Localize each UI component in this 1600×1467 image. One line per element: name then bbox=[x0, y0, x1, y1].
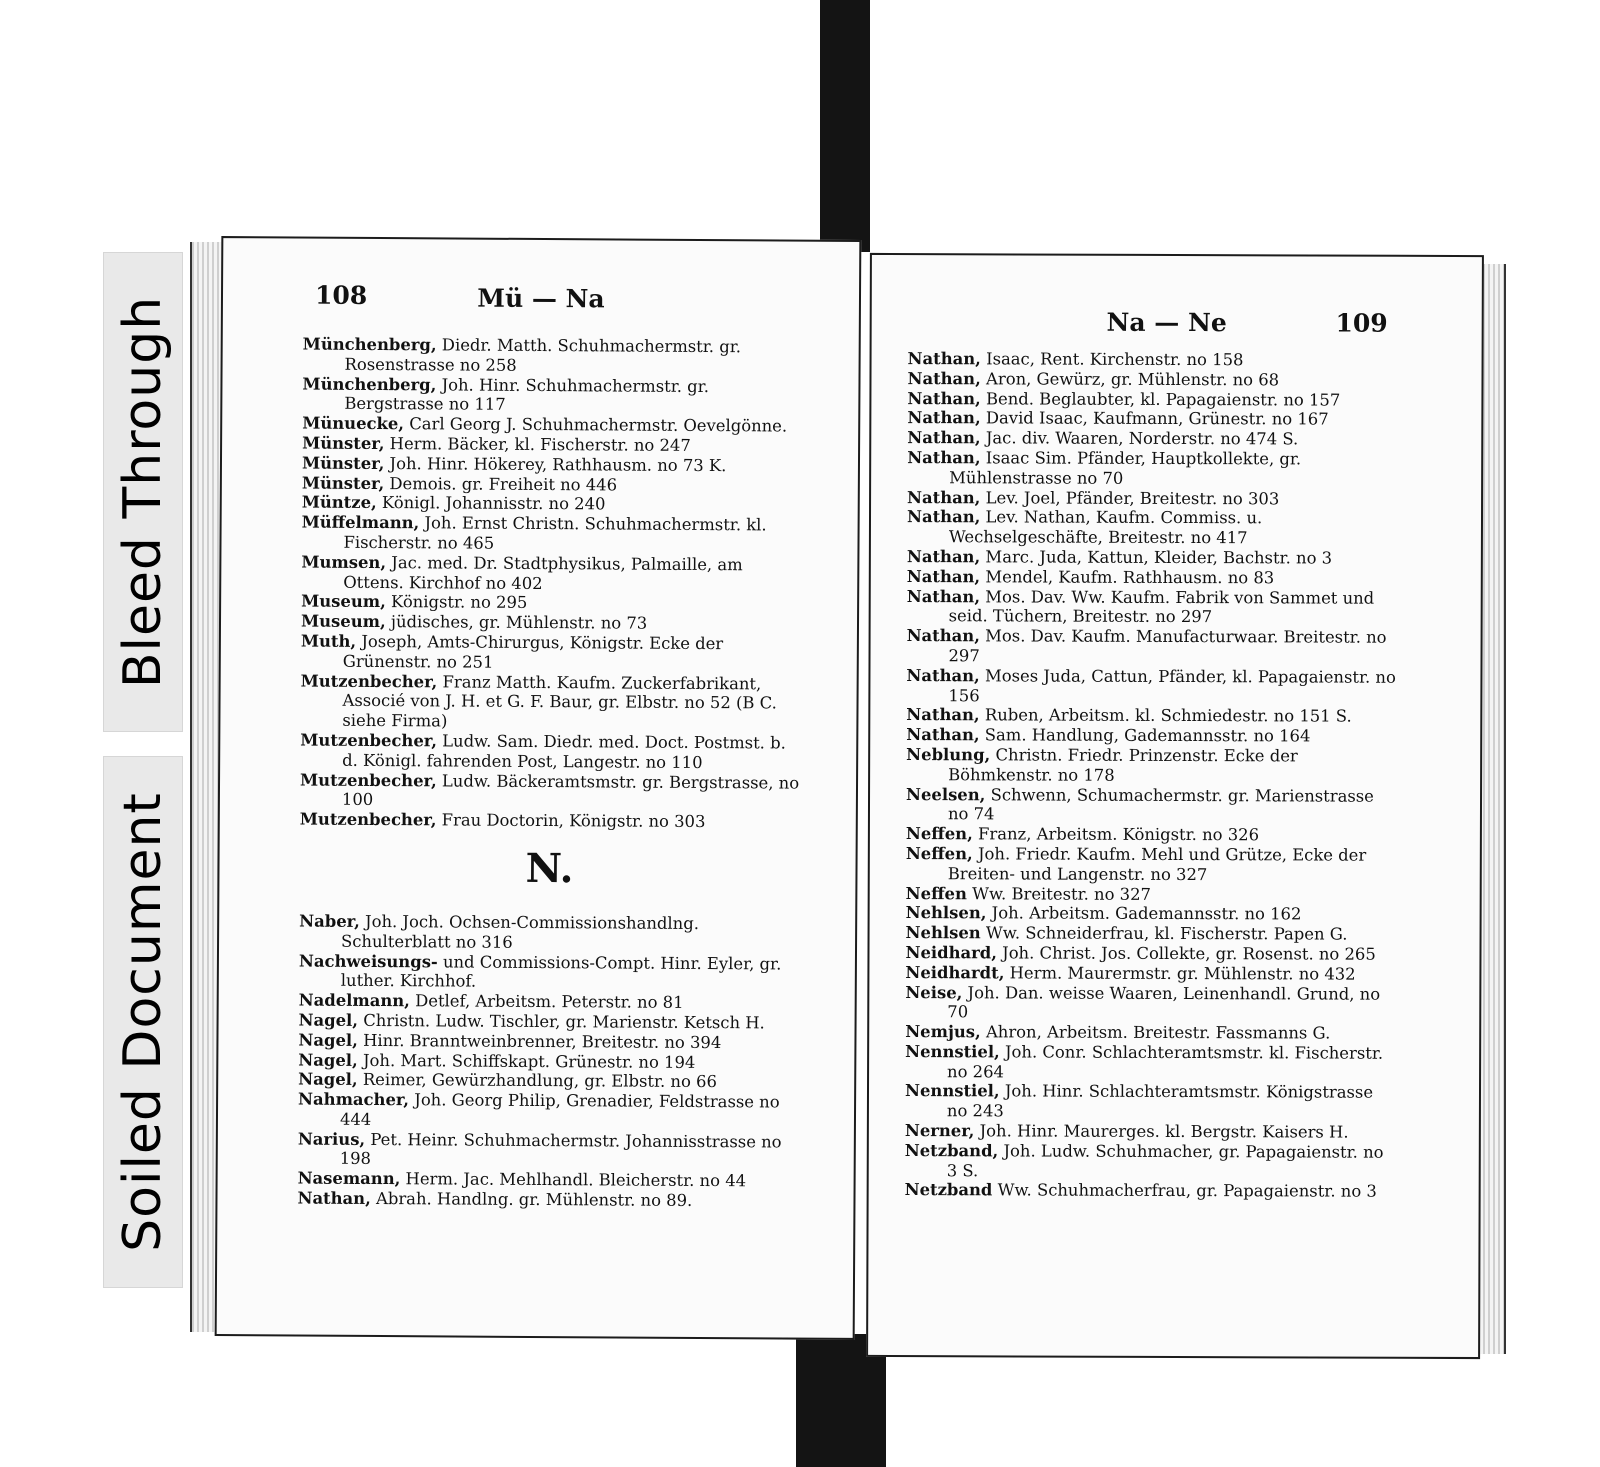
directory-entry bbox=[301, 552, 801, 595]
entry-text: Königstr. no 295 bbox=[390, 592, 528, 613]
directory-entry bbox=[297, 1189, 797, 1212]
entry-text: David Isaac, Kaufmann, Grünestr. no 167 bbox=[985, 408, 1329, 429]
entry-name: Neelsen, bbox=[906, 784, 986, 804]
entry-name: Mutzenbecher, bbox=[300, 730, 438, 751]
entry-name: Nahmacher, bbox=[298, 1089, 410, 1110]
entry-name: Nachweisungs- bbox=[298, 951, 438, 971]
entry-name: Muth, bbox=[300, 631, 357, 651]
directory-entry bbox=[907, 567, 1397, 589]
entry-name: Müntze, bbox=[301, 492, 377, 513]
entry-text: Joh. Mart. Schiffskapt. Grünestr. no 194 bbox=[362, 1050, 696, 1072]
directory-entry bbox=[299, 911, 799, 954]
entry-name: Museum, bbox=[301, 591, 386, 612]
directory-entry bbox=[301, 513, 801, 556]
entry-name: Nagel, bbox=[298, 1069, 358, 1090]
entry-text: Mendel, Kaufm. Rathhausm. no 83 bbox=[985, 567, 1275, 588]
book-spine-top bbox=[820, 0, 870, 252]
running-head: Na — Ne bbox=[1106, 307, 1227, 338]
entry-name: Nadelmann, bbox=[298, 990, 410, 1011]
directory-entry bbox=[300, 671, 800, 733]
entry-text: Christn. Friedr. Prinzenstr. Ecke der Böhmkenstr. no 178 bbox=[948, 745, 1298, 785]
entry-text: und Commissions-Compt. Hinr. Eyler, gr. luther. Kirchhof. bbox=[340, 951, 782, 991]
entry-text: Pet. Heinr. Schuhmachermstr. Johannisstrasse no 198 bbox=[339, 1129, 782, 1169]
entry-text: Isaac, Rent. Kirchenstr. no 158 bbox=[986, 349, 1244, 370]
entry-text: Sam. Handlung, Gademannsstr. no 164 bbox=[984, 725, 1311, 746]
entry-name: Nathan, bbox=[907, 388, 981, 408]
directory-entry bbox=[906, 903, 1396, 925]
entry-text: Lev. Joel, Pfänder, Breitestr. no 303 bbox=[985, 487, 1280, 508]
directory-entry bbox=[906, 824, 1396, 846]
entry-text: Joh. Ernst Christn. Schuhmachermstr. kl. Fischerstr. no 465 bbox=[343, 513, 767, 553]
entry-text: Franz Matth. Kaufm. Zuckerfabrikant, Associé von J. H. et G. F. Baur, gr. Elbstr. no 52 (B C. siehe Firma) bbox=[342, 671, 777, 731]
directory-entry bbox=[300, 770, 800, 813]
entry-text: Joh. Arbeitsm. Gademannsstr. no 162 bbox=[991, 903, 1302, 924]
soiled-document-text: Soiled Document bbox=[113, 792, 174, 1252]
entry-name: Nagel, bbox=[298, 1030, 358, 1050]
running-head: Mü — Na bbox=[477, 283, 605, 314]
entry-name: Nathan, bbox=[297, 1188, 371, 1209]
directory-entry bbox=[906, 884, 1396, 906]
entry-name: Nasemann, bbox=[297, 1168, 401, 1189]
entry-name: Nathan, bbox=[907, 428, 981, 448]
left-page-header bbox=[223, 280, 859, 324]
entry-text: Königl. Johannisstr. no 240 bbox=[381, 493, 606, 514]
entry-text: Ww. Schneiderfrau, kl. Fischerstr. Papen G. bbox=[985, 923, 1348, 944]
entry-text: Abrah. Handlng. gr. Mühlenstr. no 89. bbox=[375, 1189, 693, 1211]
directory-entry bbox=[905, 1121, 1395, 1143]
entry-name: Nagel, bbox=[298, 1010, 359, 1030]
directory-entry bbox=[905, 1181, 1395, 1203]
entry-name: Netzband bbox=[904, 1180, 993, 1200]
directory-entry bbox=[905, 1082, 1395, 1123]
entry-text: Joh. Christ. Jos. Collekte, gr. Rosenst. no 265 bbox=[1002, 943, 1376, 964]
entry-text: Herm. Maurermstr. gr. Mühlenstr. no 432 bbox=[1009, 963, 1356, 984]
entry-name: Nagel, bbox=[298, 1050, 358, 1070]
entry-name: Nathan, bbox=[906, 586, 981, 606]
directory-entry bbox=[298, 1090, 798, 1133]
entry-name: Nathan, bbox=[907, 368, 981, 389]
entry-name: Netzband, bbox=[904, 1140, 999, 1161]
entry-name: Nathan, bbox=[907, 448, 981, 468]
entry-name: Nathan, bbox=[906, 725, 980, 745]
entry-name: Nehlsen bbox=[905, 923, 981, 943]
entry-name: Neblung, bbox=[906, 744, 991, 765]
entry-name: Nathan, bbox=[906, 566, 981, 587]
directory-list bbox=[905, 349, 1398, 1202]
directory-entry bbox=[907, 389, 1397, 411]
entry-text: Hinr. Branntweinbrenner, Breitestr. no 394 bbox=[363, 1030, 722, 1052]
entry-text: Mos. Dav. Kaufm. Manufacturwaar. Breitestr. no 297 bbox=[948, 626, 1387, 666]
directory-entry bbox=[907, 507, 1397, 548]
directory-entry bbox=[301, 632, 801, 675]
entry-text: Joh. Friedr. Kaufm. Mehl und Grütze, Ecke der Breiten- und Langenstr. no 327 bbox=[947, 844, 1367, 884]
entry-name: Neise, bbox=[905, 982, 963, 1002]
entry-text: Ruben, Arbeitsm. kl. Schmiedestr. no 151 S. bbox=[984, 705, 1352, 726]
entry-name: Neffen bbox=[905, 883, 967, 903]
entry-name: Mumsen, bbox=[301, 552, 387, 572]
entry-name: Münuecke, bbox=[302, 413, 405, 434]
entry-name: Nerner, bbox=[904, 1121, 975, 1141]
right-page-header bbox=[872, 297, 1482, 339]
entry-text: Joh. Joch. Ochsen-Commissionshandlng. Schulterblatt no 316 bbox=[341, 911, 699, 952]
entry-name: Münchenberg, bbox=[302, 374, 437, 394]
directory-list bbox=[297, 335, 802, 1212]
entry-name: Nathan, bbox=[906, 626, 980, 646]
directory-entry bbox=[298, 1129, 798, 1172]
directory-entry bbox=[303, 335, 803, 378]
directory-entry bbox=[300, 730, 800, 773]
entry-text: Lev. Nathan, Kaufm. Commiss. u. Wechselgeschäfte, Breitestr. no 417 bbox=[948, 507, 1263, 548]
entry-name: Nathan, bbox=[907, 349, 981, 369]
directory-entry bbox=[907, 488, 1397, 510]
directory-entry bbox=[906, 923, 1396, 945]
directory-entry bbox=[906, 666, 1396, 707]
bleed-through-text: Bleed Through bbox=[113, 295, 173, 689]
right-page bbox=[866, 253, 1484, 1359]
entry-text: Isaac Sim. Pfänder, Hauptkollekte, gr. Mühlenstrasse no 70 bbox=[949, 448, 1302, 488]
entry-text: Schwenn, Schumachermstr. gr. Marienstrasse no 74 bbox=[947, 784, 1374, 824]
entry-text: Mos. Dav. Ww. Kaufm. Fabrik von Sammet und seid. Tüchern, Breitestr. no 297 bbox=[948, 586, 1375, 627]
entry-name: Nehlsen, bbox=[905, 903, 987, 923]
entry-name: Narius, bbox=[297, 1129, 366, 1149]
entry-text: Joseph, Amts-Chirurgus, Königstr. Ecke der Grünenstr. no 251 bbox=[342, 631, 724, 672]
entry-name: Nathan, bbox=[907, 408, 981, 428]
entry-text: Franz, Arbeitsm. Königstr. no 326 bbox=[978, 824, 1260, 845]
directory-entry bbox=[905, 943, 1395, 965]
directory-entry bbox=[905, 1022, 1395, 1044]
entry-name: Münster, bbox=[301, 473, 385, 493]
entry-text: Joh. Georg Philip, Grenadier, Feldstrasse no 444 bbox=[339, 1090, 780, 1129]
directory-entry bbox=[906, 725, 1396, 747]
directory-entry bbox=[300, 810, 800, 833]
directory-entry bbox=[907, 428, 1397, 450]
entry-name: Naber, bbox=[299, 911, 360, 931]
entry-name: Nathan, bbox=[907, 487, 981, 507]
entry-text: Ahron, Arbeitsm. Breitestr. Fassmanns G. bbox=[985, 1022, 1331, 1043]
entry-text: Joh. Hinr. Schlachteramtsmstr. Königstrasse no 243 bbox=[946, 1081, 1374, 1121]
directory-entry bbox=[906, 844, 1396, 885]
entry-text: Jac. div. Waaren, Norderstr. no 474 S. bbox=[985, 428, 1299, 449]
bleed-through-label bbox=[103, 252, 183, 732]
entry-name: Mutzenbecher, bbox=[299, 770, 437, 790]
entry-text: Ludw. Sam. Diedr. med. Doct. Postmst. b. d. Königl. fahrenden Post, Langestr. no 110 bbox=[342, 731, 786, 772]
right-page-edges bbox=[1480, 264, 1506, 1354]
directory-entry bbox=[299, 951, 799, 994]
entry-text: Joh. Ludw. Schuhmacher, gr. Papagaienstr. no 3 S. bbox=[946, 1141, 1384, 1180]
page-number: 109 bbox=[1335, 308, 1388, 338]
entry-text: Joh. Hinr. Schuhmachermstr. gr. Bergstrasse no 117 bbox=[344, 374, 710, 415]
entry-text: Herm. Bäcker, kl. Fischerstr. no 247 bbox=[389, 434, 691, 455]
entry-name: Mutzenbecher, bbox=[300, 671, 438, 691]
entry-name: Neffen, bbox=[905, 824, 973, 844]
section-letter-heading: N. bbox=[525, 844, 574, 893]
soiled-document-label bbox=[103, 756, 183, 1288]
entry-text: Reimer, Gewürzhandlung, gr. Elbstr. no 66 bbox=[362, 1070, 717, 1092]
entry-text: Marc. Juda, Kattun, Kleider, Bachstr. no 3 bbox=[985, 547, 1333, 568]
entry-text: Ww. Schuhmacherfrau, gr. Papagaienstr. no 3 bbox=[997, 1180, 1377, 1202]
entry-text: Christn. Ludw. Tischler, gr. Marienstr. Ketsch H. bbox=[363, 1010, 765, 1033]
entry-name: Münster, bbox=[301, 453, 385, 473]
directory-entry bbox=[905, 1042, 1395, 1083]
entry-name: Nennstiel, bbox=[905, 1041, 1000, 1062]
directory-entry bbox=[906, 745, 1396, 786]
entry-text: jüdisches, gr. Mühlenstr. no 73 bbox=[390, 612, 648, 633]
directory-entry bbox=[907, 448, 1397, 489]
entry-text: Ludw. Bäckeramtsmstr. gr. Bergstrasse, no 100 bbox=[341, 770, 800, 810]
entry-name: Neidhard, bbox=[905, 942, 997, 963]
entry-text: Jac. med. Dr. Stadtphysikus, Palmaille, am Ottens. Kirchhof no 402 bbox=[343, 552, 743, 593]
directory-entry bbox=[302, 374, 802, 417]
page-number: 108 bbox=[314, 280, 368, 310]
entry-text: Aron, Gewürz, gr. Mühlenstr. no 68 bbox=[986, 369, 1280, 390]
entry-text: Joh. Hinr. Hökerey, Rathhausm. no 73 K. bbox=[389, 453, 727, 475]
entry-text: Carl Georg J. Schuhmachermstr. Oevelgönne. bbox=[409, 414, 788, 436]
entry-text: Joh. Dan. weisse Waaren, Leinenhandl. Grund, no 70 bbox=[947, 982, 1381, 1022]
directory-entry bbox=[905, 963, 1395, 985]
entry-text: Diedr. Matth. Schuhmachermstr. gr. Rosenstrasse no 258 bbox=[344, 335, 742, 375]
entry-name: Müffelmann, bbox=[301, 512, 420, 533]
entry-text: Bend. Beglaubter, kl. Papagaienstr. no 157 bbox=[985, 388, 1341, 410]
directory-entry bbox=[908, 349, 1398, 371]
entry-text: Herm. Jac. Mehlhandl. Bleicherstr. no 44 bbox=[405, 1169, 747, 1191]
entry-name: Neffen, bbox=[905, 843, 973, 864]
entry-text: Demois. gr. Freiheit no 446 bbox=[389, 473, 618, 495]
entry-name: Museum, bbox=[300, 611, 386, 632]
directory-entry bbox=[905, 1141, 1395, 1182]
entry-name: Nathan, bbox=[906, 665, 980, 686]
directory-entry bbox=[907, 547, 1397, 569]
entry-text: Frau Doctorin, Königstr. no 303 bbox=[441, 810, 706, 832]
directory-entry bbox=[907, 408, 1397, 430]
directory-entry bbox=[907, 369, 1397, 391]
entry-text: Detlef, Arbeitsm. Peterstr. no 81 bbox=[415, 991, 684, 1013]
entry-name: Münster, bbox=[302, 433, 385, 454]
directory-entry bbox=[905, 983, 1395, 1024]
entry-name: Nennstiel, bbox=[904, 1081, 1000, 1101]
entry-name: Nathan, bbox=[906, 705, 980, 725]
entry-name: Nemjus, bbox=[905, 1022, 981, 1042]
entry-text: Joh. Hinr. Maurerges. kl. Bergstr. Kaisers H. bbox=[979, 1121, 1349, 1142]
entry-text: Joh. Conr. Schlachteramtsmstr. kl. Fischerstr. no 264 bbox=[947, 1042, 1384, 1082]
entry-text: Ww. Breitestr. no 327 bbox=[972, 883, 1152, 904]
entry-name: Nathan, bbox=[906, 507, 981, 527]
directory-entry bbox=[906, 626, 1396, 667]
entry-text: Moses Juda, Cattun, Pfänder, kl. Papagaienstr. no 156 bbox=[948, 666, 1396, 705]
entry-name: Münchenberg, bbox=[302, 334, 437, 355]
entry-name: Nathan, bbox=[906, 547, 981, 567]
left-page bbox=[215, 236, 862, 1340]
directory-entry bbox=[906, 705, 1396, 727]
directory-entry bbox=[907, 587, 1397, 628]
entry-name: Mutzenbecher, bbox=[299, 809, 437, 830]
directory-entry bbox=[906, 785, 1396, 826]
entry-name: Neidhardt, bbox=[905, 962, 1005, 983]
